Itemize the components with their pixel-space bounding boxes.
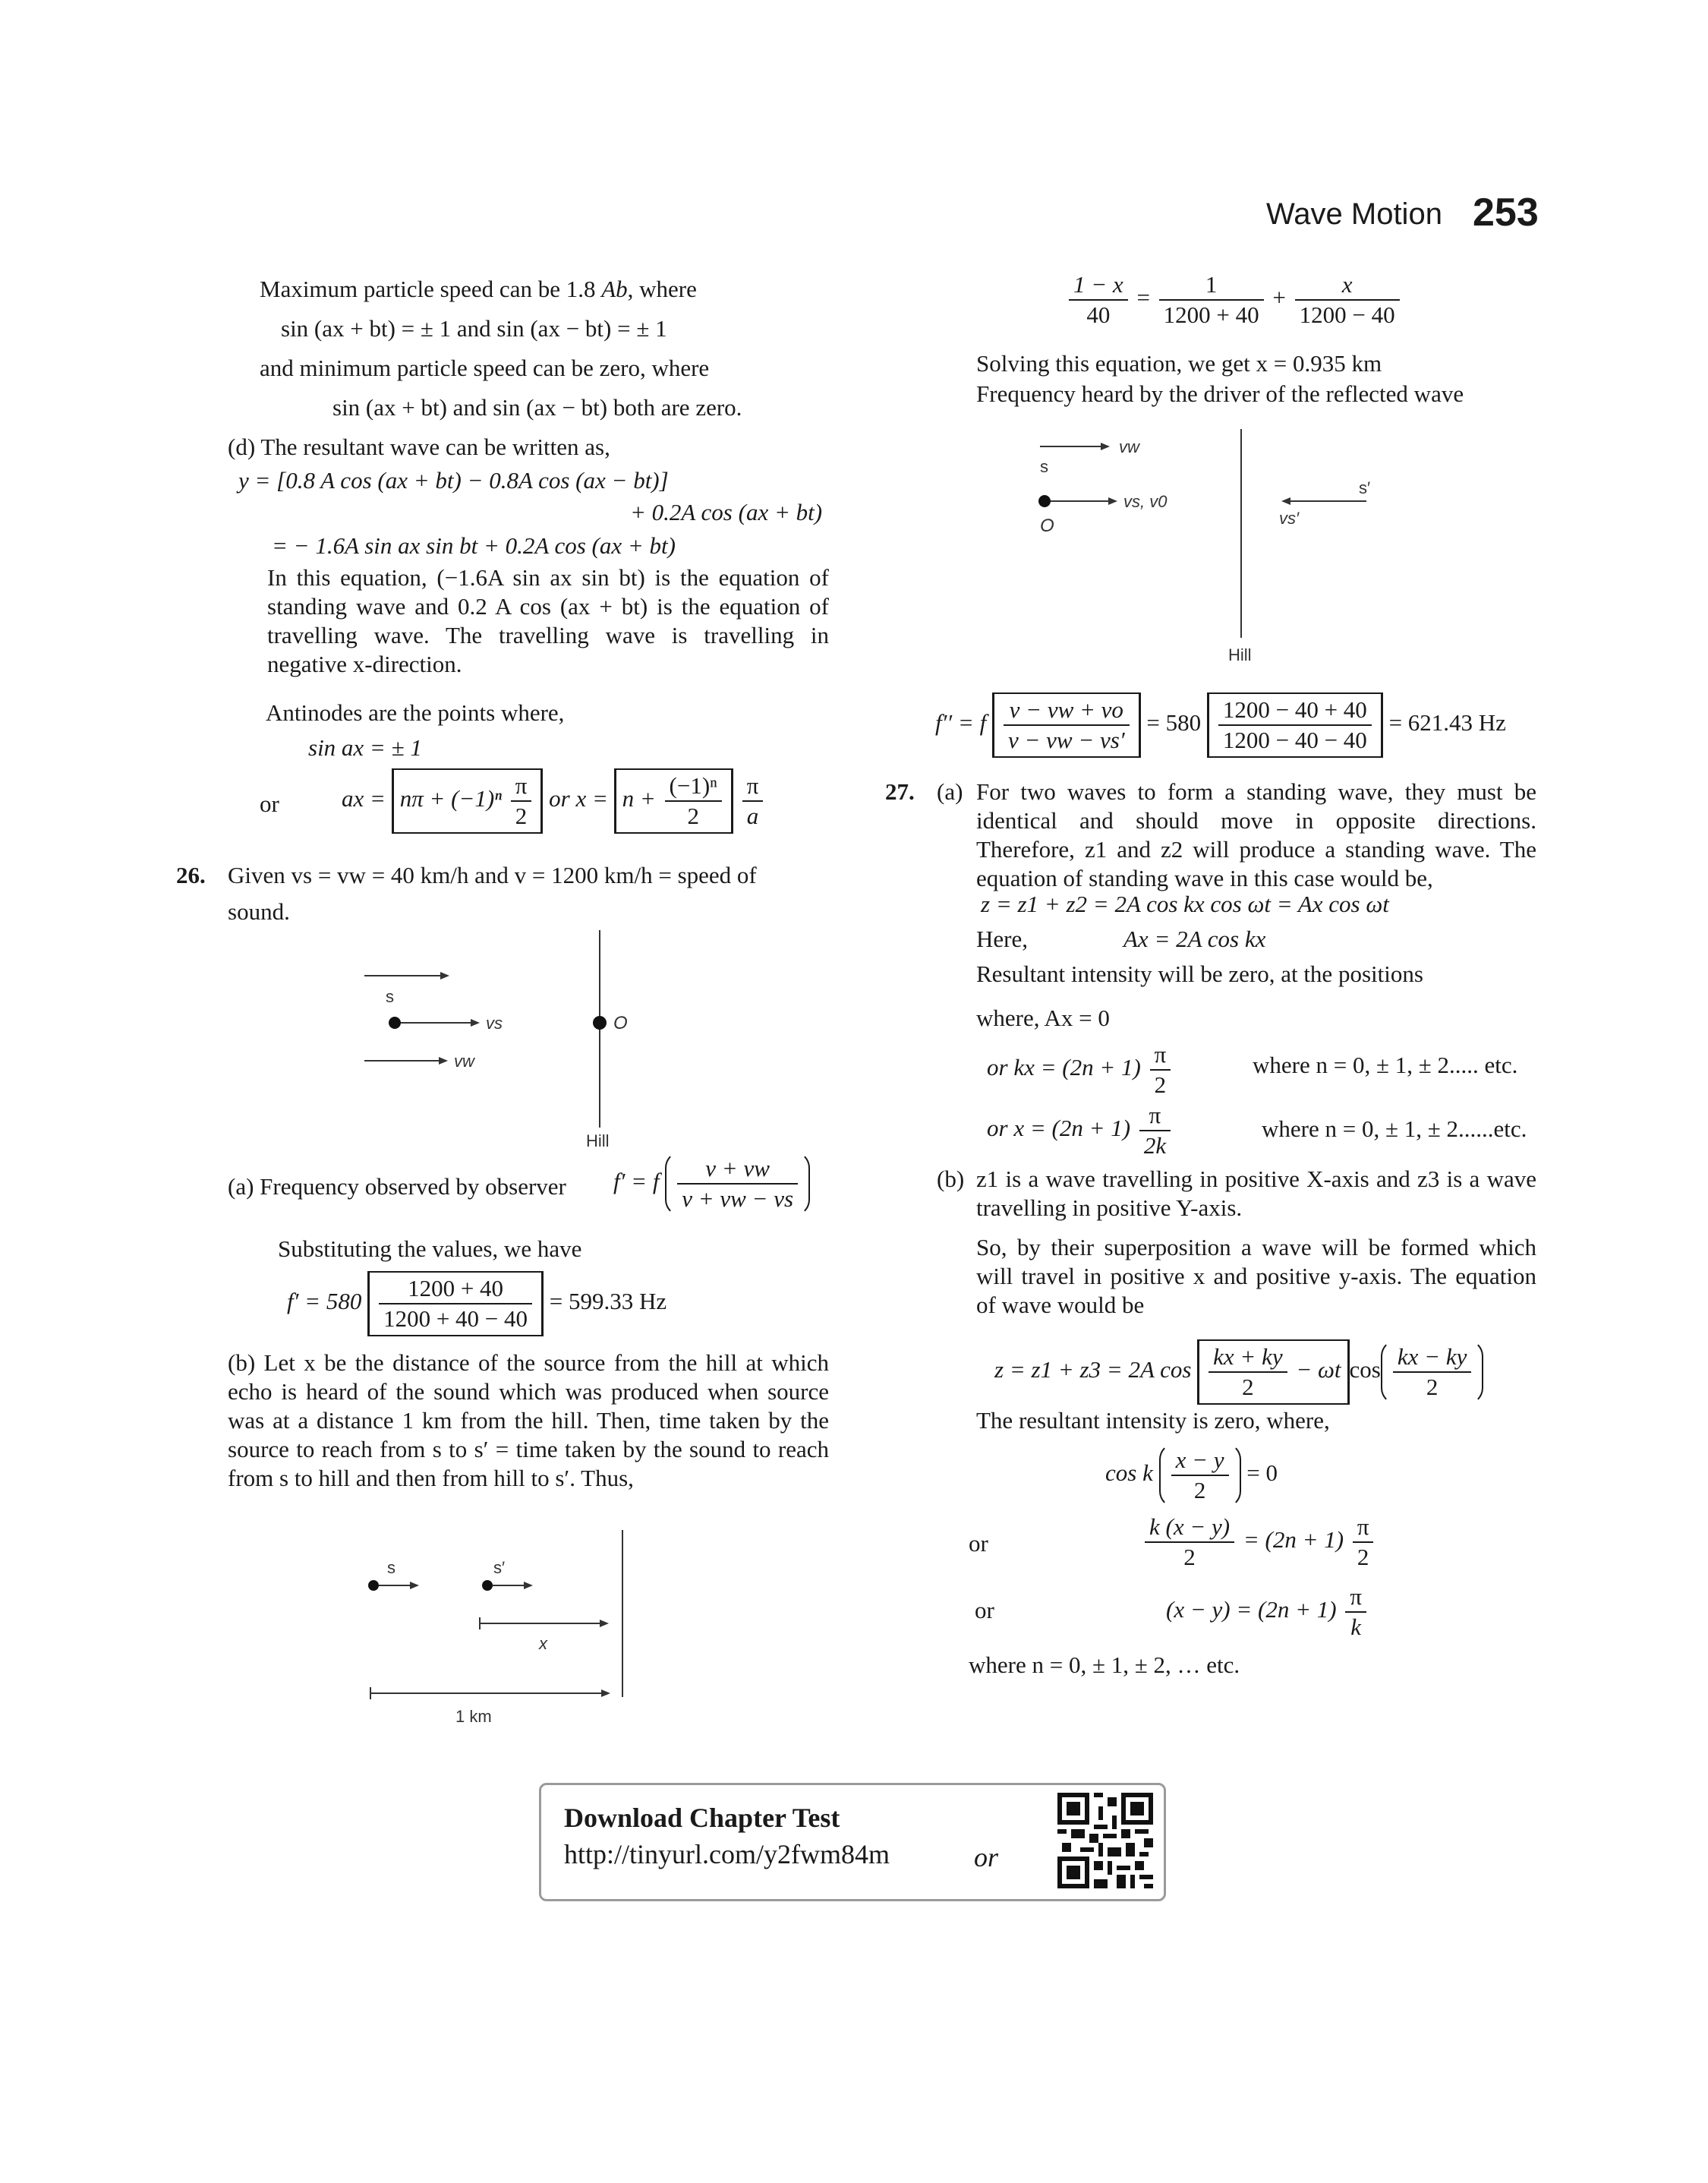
part-b-paragraph: (b) Let x be the distance of the source from the hill at which echo is heard of the sound which was produced when source was at a distance 1 km from the hill. Then, time taken by the source to reach from s to s′ = time taken by the sound to reach from s to hill and then from hill to s′. Thus, (228, 1349, 829, 1491)
plus-sign: + (1272, 284, 1286, 311)
download-box (539, 1783, 1166, 1901)
kx-pi: π (1150, 1040, 1171, 1071)
fig1-O: O (613, 1013, 628, 1033)
xy-pi-fraction (1345, 1582, 1366, 1642)
fig3-O: O (1040, 516, 1054, 536)
or-label-b: or (975, 1597, 994, 1623)
figure-source-observer-hill (349, 926, 668, 1154)
q27b-label: (b) (937, 1166, 965, 1192)
ax-eq-mid: nπ + (−1)ⁿ (399, 785, 502, 812)
part-a-formula (613, 1151, 810, 1216)
fig3-vs-prime: vs′ (1279, 509, 1300, 528)
f2-result: = 621.43 Hz (1388, 709, 1506, 737)
freq-reflected-line: Frequency heard by the driver of the reflected wave (976, 380, 1464, 407)
r2-den: 1200 − 40 (1299, 301, 1395, 328)
or-x-eq: or x = (549, 785, 608, 812)
pi-num-2: π (742, 771, 764, 802)
x-pi-over-2k (1139, 1101, 1171, 1160)
neg1n-num: (−1)ⁿ (665, 771, 722, 802)
where-n-1: where n = 0, ± 1, ± 2..... etc. (1253, 1052, 1518, 1078)
z13-paren (1381, 1339, 1483, 1405)
lhs-den: 40 (1086, 301, 1111, 328)
xy-k: k (1350, 1614, 1362, 1640)
fig3-hill: Hill (1228, 645, 1252, 664)
n-plus: n + (622, 785, 656, 812)
d-paragraph: In this equation, (−1.6A sin ax sin bt) is the equation of standing wave and 0.2 A cos (ax + bt) is the equation of travelling wave. The travelling wave is travelling in negative x-direction. (267, 564, 829, 677)
cos-k-equation (1105, 1443, 1278, 1508)
res-zero-line: The resultant intensity is zero, where, (976, 1407, 1330, 1434)
ax-eq-lhs: ax = (342, 785, 386, 812)
f2-den: v − vw − vs′ (1007, 727, 1125, 753)
two-den-2: 2 (687, 803, 699, 829)
d-eq1: y = [0.8 A cos (ax + bt) − 0.8A cos (ax − bt)] (238, 467, 669, 494)
two-den: 2 (515, 803, 528, 829)
a-paren (665, 1151, 810, 1216)
kxy-equation (1142, 1513, 1376, 1572)
solving-line: Solving this equation, we get x = 0.935 km (976, 350, 1382, 377)
fig2-km: 1 km (455, 1707, 492, 1726)
fig1-hill: Hill (586, 1131, 610, 1150)
z13-bracket (1197, 1339, 1349, 1405)
f-den: 1200 + 40 − 40 (383, 1305, 528, 1332)
or-x-line (987, 1101, 1174, 1160)
f2-lhs: f′′ = f (935, 709, 987, 737)
f2-bracket-1 (992, 692, 1141, 758)
f-result: = 599.33 Hz (549, 1288, 667, 1315)
kxky-plus-den: 2 (1242, 1374, 1254, 1400)
max-speed-where: , where (627, 276, 697, 302)
figure-echo-distance (357, 1526, 645, 1731)
q27a-label: (a) (937, 778, 963, 805)
fig3-vs-vo: vs, v0 (1123, 492, 1168, 511)
fig3-s-prime: s′ (1359, 478, 1371, 497)
q26-text: Given vs = vw = 40 km/h and v = 1200 km/h = speed of (228, 862, 757, 888)
ax-bracket (392, 768, 544, 834)
r1-fraction (1159, 270, 1264, 330)
q27b-para-1: z1 is a wave travelling in positive X-axis and z3 is a wave travelling in positive Y-axis. (976, 1166, 1536, 1221)
r1-num: 1 (1159, 270, 1264, 301)
kxy-rhs: = (2n + 1) (1243, 1526, 1344, 1554)
a-num: v + vw (677, 1154, 798, 1185)
x-bracket (614, 768, 733, 834)
kxy-pi-fraction (1353, 1513, 1374, 1572)
xmy-num: x − y (1171, 1446, 1229, 1476)
a-den: v + vw − vs (682, 1185, 794, 1212)
page-number: 253 (1473, 191, 1539, 235)
sin-ax-line: sin ax = ± 1 (308, 734, 422, 761)
standing-wave-eq: z = z1 + z2 = 2A cos kx cos ωt = Ax cos ωt (981, 891, 1389, 917)
f-prime-bracket (367, 1271, 544, 1336)
kxy-den: 2 (1183, 1544, 1196, 1570)
xy-lhs: (x − y) = (2n + 1) (1166, 1596, 1337, 1623)
antinodes-line: Antinodes are the points where, (266, 699, 565, 726)
f-prime-lhs: f′ = 580 (287, 1288, 362, 1315)
a-fraction (677, 1154, 798, 1213)
chapter-title: Wave Motion (1266, 197, 1442, 231)
max-speed-ab: Ab (601, 276, 628, 302)
f2-num2: 1200 − 40 + 40 (1218, 696, 1372, 726)
r2-num: x (1295, 270, 1400, 301)
pi-over-2 (511, 771, 532, 831)
f2-num: v − vw + vo (1004, 696, 1130, 726)
download-or: or (974, 1842, 999, 1872)
distance-equation (1066, 270, 1403, 330)
minus-wt: − ωt (1296, 1356, 1341, 1383)
or-kx-line (987, 1040, 1174, 1099)
r2-fraction (1295, 270, 1400, 330)
q27-number: 27. (885, 778, 915, 805)
ax-equation (342, 768, 766, 834)
fig2-x: x (539, 1634, 547, 1653)
or-label-1: or (260, 790, 279, 817)
kxky-plus-fraction (1209, 1342, 1287, 1402)
xy-equation (1166, 1582, 1369, 1642)
or-kx: or kx = (2n + 1) (987, 1054, 1141, 1081)
a-f-lhs: f′ = f (613, 1168, 660, 1195)
f2-bracket-2 (1207, 692, 1383, 758)
cos-k: cos k (1105, 1459, 1153, 1487)
lhs-num: 1 − x (1069, 270, 1128, 301)
xmy-den: 2 (1193, 1477, 1206, 1503)
xmy-fraction (1171, 1446, 1229, 1505)
f2-den2: 1200 − 40 − 40 (1222, 727, 1367, 753)
sin-condition: sin (ax + bt) = ± 1 and sin (ax − bt) = ± 1 (281, 315, 667, 342)
pi-num: π (511, 771, 532, 802)
both-zero-line: sin (ax + bt) and sin (ax − bt) both are zero. (332, 394, 742, 421)
max-speed-line (260, 275, 697, 304)
min-speed-line: and minimum particle speed can be zero, where (260, 355, 710, 381)
kxky-minus-fraction (1393, 1342, 1471, 1402)
f-double-prime-eq (935, 692, 1506, 758)
resultant-intensity-line: Resultant intensity will be zero, at the positions (976, 961, 1423, 987)
kxky-minus-den: 2 (1426, 1374, 1439, 1400)
qr-code-icon[interactable] (1057, 1793, 1153, 1888)
cos-word: cos (1349, 1356, 1381, 1383)
fig3-s: s (1040, 457, 1048, 476)
fig3-vw: vw (1119, 437, 1139, 456)
lhs-fraction (1069, 270, 1128, 330)
where-n-2: where n = 0, ± 1, ± 2......etc. (1262, 1115, 1527, 1142)
or-label-a: or (969, 1530, 988, 1557)
here-label: Here, (976, 926, 1028, 952)
f2-580: = 580 (1146, 709, 1202, 737)
xy-pi: π (1345, 1582, 1366, 1613)
q26-number: 26. (176, 862, 206, 888)
kxky-minus: kx − ky (1393, 1342, 1471, 1373)
or-x: or x = (2n + 1) (987, 1115, 1131, 1142)
z13-lhs: z = z1 + z3 = 2A cos (994, 1356, 1192, 1383)
f-prime-fraction (379, 1274, 532, 1333)
part-a-label: (a) Frequency observed by observer (228, 1173, 566, 1200)
pi-over-a (742, 771, 764, 831)
x-pi: π (1139, 1101, 1171, 1131)
download-title: Download Chapter Test (564, 1803, 840, 1833)
kx-2: 2 (1154, 1071, 1167, 1098)
part-d-label: (d) The resultant wave can be written as, (228, 434, 610, 460)
fig2-s-prime: s′ (493, 1558, 506, 1577)
fig2-s: s (387, 1558, 395, 1577)
kxy-pi: π (1353, 1513, 1374, 1543)
eq-zero: = 0 (1246, 1459, 1278, 1487)
cos-k-paren (1159, 1443, 1241, 1508)
x-2k: 2k (1143, 1132, 1167, 1159)
f-prime-equation (287, 1271, 666, 1336)
kxy-2: 2 (1357, 1544, 1369, 1570)
figure-reflected-wave (1025, 425, 1420, 676)
q27a-paragraph: For two waves to form a standing wave, they must be identical and should move in opposite directions. Therefore, z1 and z2 will produce a standing wave. The equation of standing wave in this case would be, (976, 778, 1536, 891)
max-speed-text: Maximum particle speed can be 1.8 (260, 276, 596, 302)
where-n-3: where n = 0, ± 1, ± 2, … etc. (969, 1651, 1240, 1678)
substituting-line: Substituting the values, we have (278, 1235, 582, 1262)
fig1-vs: vs (486, 1014, 503, 1033)
download-url[interactable]: http://tinyurl.com/y2fwm84m (564, 1839, 890, 1869)
d-eq2: + 0.2A cos (ax + bt) (630, 499, 823, 525)
fig1-s: s (386, 987, 394, 1006)
ax-definition: Ax = 2A cos kx (1123, 926, 1266, 952)
q27b-para-2: So, by their superposition a wave will be formed which will travel in positive x and positive y-axis. The equation of wave would be (976, 1234, 1536, 1318)
q26-text-2: sound. (228, 898, 290, 925)
kxky-plus: kx + ky (1209, 1342, 1287, 1373)
eq-sign: = (1136, 284, 1150, 311)
f2-fraction-2 (1218, 696, 1372, 755)
f2-fraction-1 (1004, 696, 1130, 755)
kxy-num: k (x − y) (1145, 1513, 1234, 1543)
neg1n-over-2 (665, 771, 722, 831)
d-eq3: = − 1.6A sin ax sin bt + 0.2A cos (ax + bt) (272, 532, 676, 559)
f-num: 1200 + 40 (379, 1274, 532, 1304)
a-den: a (746, 803, 759, 829)
fig1-vw: vw (454, 1052, 474, 1071)
z13-equation (994, 1339, 1483, 1405)
r1-den: 1200 + 40 (1163, 301, 1259, 328)
where-ax-zero: where, Ax = 0 (976, 1005, 1110, 1031)
kxy-fraction (1145, 1513, 1234, 1572)
kx-pi-over-2 (1150, 1040, 1171, 1099)
